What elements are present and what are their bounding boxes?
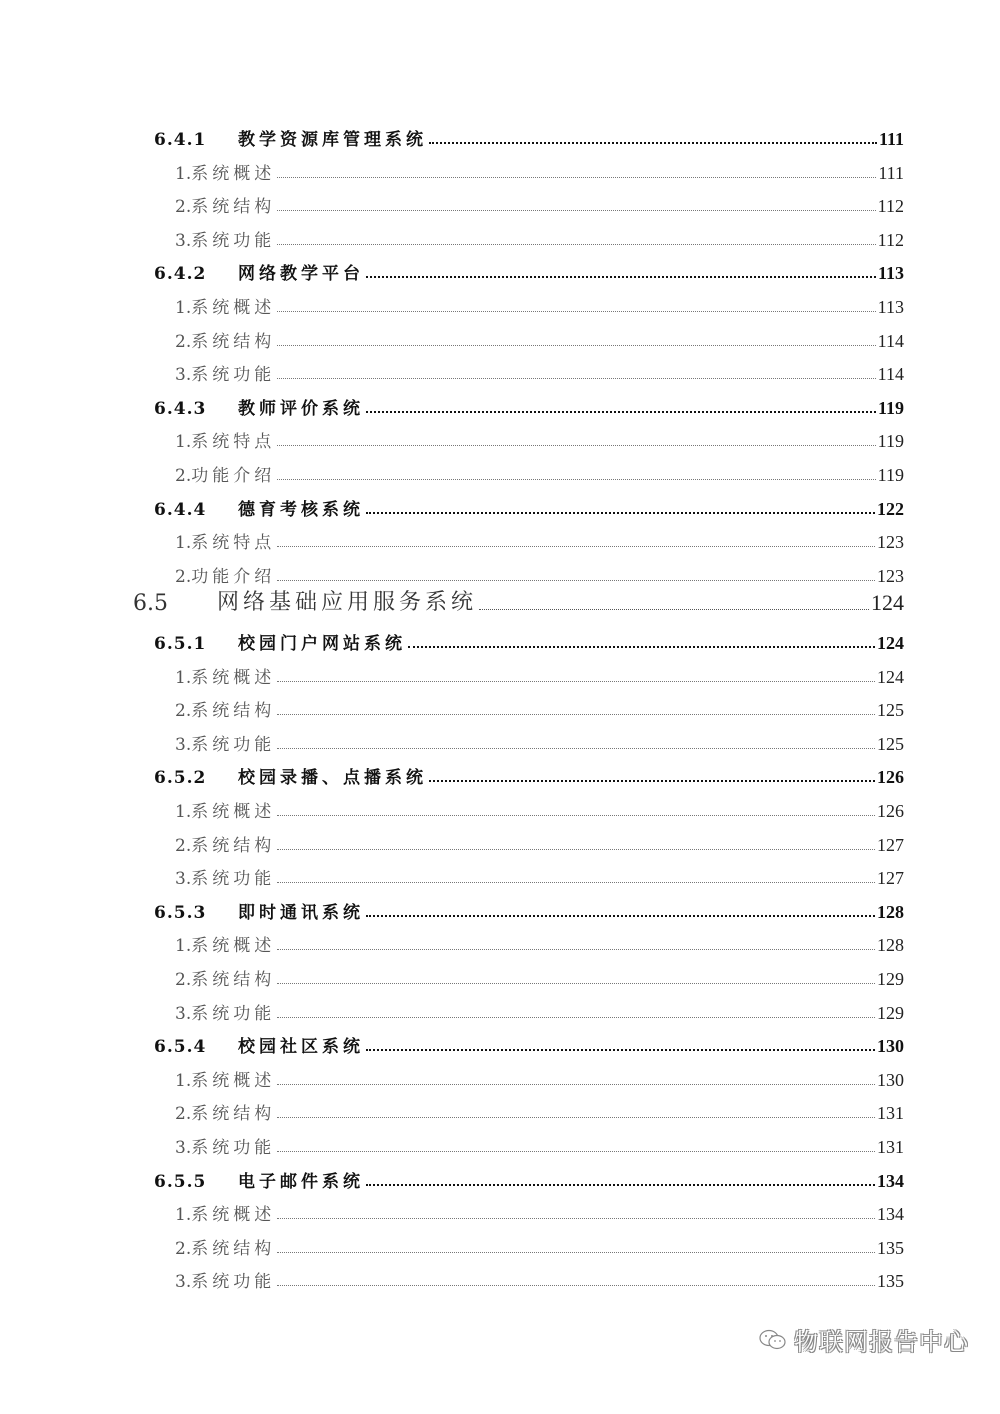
- toc-entry-title: 教学资源库管理系统: [238, 130, 427, 150]
- toc-entry-title: 系统概述: [191, 1205, 276, 1226]
- toc-entry-title: 系统结构: [191, 835, 276, 856]
- toc-entry[interactable]: [154, 490, 904, 520]
- toc-entry-page: 126: [877, 801, 904, 821]
- toc-entry-page: 127: [877, 868, 904, 889]
- toc-entry-number: 1.: [175, 802, 192, 822]
- toc-entry-title: 即时通讯系统: [238, 902, 364, 923]
- toc-entry-title: 系统概述: [191, 802, 276, 822]
- toc-entry-title: 功能介绍: [191, 566, 276, 587]
- toc-entry-number: 2.: [175, 701, 192, 722]
- toc-entry-number: 3.: [175, 365, 192, 386]
- toc-entry[interactable]: [154, 1027, 904, 1057]
- toc-entry-page: 130: [877, 1069, 904, 1090]
- toc-entry[interactable]: [175, 725, 904, 755]
- toc-entry[interactable]: [175, 691, 904, 721]
- toc-entry[interactable]: [175, 1061, 904, 1091]
- toc-entry[interactable]: [175, 355, 904, 385]
- toc-entry-title: 系统功能: [191, 1138, 276, 1158]
- dot-leader: [429, 141, 877, 144]
- toc-entry-title: 系统结构: [191, 970, 276, 990]
- toc-entry-title: 系统功能: [191, 1272, 276, 1293]
- toc-entry-title: 系统功能: [191, 1003, 276, 1024]
- dot-leader: [277, 881, 875, 883]
- toc-entry-number: 2.: [175, 331, 192, 352]
- toc-entry-page: 135: [877, 1237, 904, 1258]
- dot-leader: [408, 645, 875, 648]
- toc-entry-title: 系统结构: [191, 701, 276, 722]
- toc-entry-page: 119: [877, 431, 904, 452]
- toc-entry[interactable]: [175, 187, 904, 217]
- toc-entry-page: 129: [877, 969, 904, 989]
- toc-entry-number: 6.4.1: [154, 130, 207, 150]
- toc-entry-title: 网络教学平台: [238, 264, 364, 285]
- dot-leader: [277, 444, 875, 446]
- toc-entry-page: 124: [877, 666, 904, 687]
- toc-entry-number: 6.5.3: [154, 902, 207, 923]
- dot-leader: [277, 1251, 875, 1253]
- toc-entry-title: 系统概述: [191, 936, 276, 957]
- toc-entry-number: 1.: [175, 432, 192, 453]
- toc-entry-number: 1.: [175, 936, 192, 957]
- toc-entry[interactable]: [175, 288, 904, 318]
- toc-entry-number: 1.: [175, 163, 192, 184]
- toc-entry-number: 6.5.1: [154, 634, 207, 654]
- dot-leader: [277, 1016, 875, 1018]
- toc-entry-title: 功能介绍: [191, 466, 276, 486]
- toc-entry-page: 112: [877, 196, 904, 217]
- toc-entry[interactable]: [175, 926, 904, 956]
- dot-leader: [277, 814, 875, 816]
- toc-entry[interactable]: [175, 456, 904, 486]
- dot-leader: [277, 209, 875, 211]
- toc-entry-title: 校园录播、点播系统: [238, 768, 427, 789]
- toc-entry-title: 系统结构: [191, 197, 276, 218]
- toc-entry-page: 131: [877, 1137, 904, 1157]
- toc-entry-page: 134: [877, 1170, 904, 1191]
- toc-entry-title: 系统功能: [191, 365, 276, 386]
- dot-leader: [277, 579, 875, 581]
- toc-entry-number: 6.4.4: [154, 499, 207, 520]
- dot-leader: [366, 410, 876, 413]
- dot-leader: [479, 608, 869, 610]
- toc-entry[interactable]: [175, 859, 904, 889]
- toc-entry-number: 1.: [175, 1205, 192, 1226]
- toc-entry[interactable]: [154, 1162, 904, 1192]
- toc-entry-number: 6.4.3: [154, 398, 207, 419]
- dot-leader: [277, 848, 875, 850]
- toc-entry-title: 系统概述: [191, 667, 276, 688]
- toc-entry[interactable]: [154, 254, 904, 284]
- toc-entry-number: 6.5: [133, 591, 168, 617]
- toc-entry-number: 1.: [175, 533, 192, 554]
- watermark: [758, 1322, 969, 1357]
- dot-leader: [366, 1048, 875, 1051]
- dot-leader: [429, 779, 875, 782]
- toc-entry-number: 3.: [175, 734, 192, 755]
- toc-entry-title: 系统概述: [191, 298, 276, 318]
- toc-entry-number: 6.5.2: [154, 768, 207, 789]
- toc-entry[interactable]: [175, 422, 904, 452]
- toc-entry-title: 校园门户网站系统: [238, 634, 406, 654]
- toc-entry-page: 123: [877, 565, 904, 586]
- toc-entry-number: 2.: [175, 970, 192, 990]
- dot-leader: [277, 377, 875, 379]
- toc-entry-title: 系统特点: [191, 432, 276, 453]
- toc-entry-number: 2.: [175, 1238, 192, 1259]
- dot-leader: [277, 1150, 875, 1152]
- toc-entry[interactable]: [154, 389, 904, 419]
- toc-entry-number: 6.4.2: [154, 264, 207, 285]
- toc-entry[interactable]: [175, 523, 904, 553]
- toc-entry-title: 系统特点: [191, 533, 276, 554]
- dot-leader: [277, 243, 875, 245]
- toc-entry[interactable]: [175, 792, 904, 822]
- toc-entry-title: 系统结构: [191, 1238, 276, 1259]
- dot-leader: [277, 1217, 875, 1219]
- toc-entry-page: 122: [877, 498, 904, 519]
- toc-entry-number: 2.: [175, 566, 192, 587]
- toc-entry[interactable]: [154, 758, 904, 788]
- toc-entry[interactable]: [175, 221, 904, 251]
- toc-entry-title: 教师评价系统: [238, 398, 364, 419]
- toc-entry[interactable]: [175, 658, 904, 688]
- toc-entry[interactable]: [175, 994, 904, 1024]
- toc-entry-number: 1.: [175, 1070, 192, 1091]
- toc-entry-page: 119: [877, 397, 904, 418]
- toc-entry[interactable]: [154, 624, 904, 654]
- toc-entry[interactable]: [175, 1128, 904, 1158]
- toc-entry-title: 系统概述: [191, 163, 276, 184]
- toc-entry[interactable]: [175, 1195, 904, 1225]
- dot-leader: [277, 713, 875, 715]
- watermark-text: 物联网报告中心: [794, 1328, 969, 1356]
- toc-entry-number: 3.: [175, 1272, 192, 1293]
- toc-entry[interactable]: [175, 1094, 904, 1124]
- dot-leader: [277, 948, 875, 950]
- toc-entry-number: 2.: [175, 1104, 192, 1125]
- toc-entry-title: 校园社区系统: [238, 1037, 364, 1058]
- toc-entry-page: 129: [877, 1002, 904, 1023]
- toc-entry-page: 130: [877, 1036, 904, 1057]
- toc-entry-page: 114: [877, 330, 904, 351]
- toc-entry-page: 125: [877, 700, 904, 721]
- toc-entry-page: 113: [877, 263, 904, 284]
- toc-entry-number: 2.: [175, 466, 192, 486]
- toc-entry[interactable]: [154, 893, 904, 923]
- toc-entry-number: 1.: [175, 298, 192, 318]
- toc-entry-title: 网络基础应用服务系统: [217, 590, 478, 616]
- dot-leader: [277, 680, 875, 682]
- dot-leader: [366, 275, 876, 278]
- toc-entry-page: 123: [877, 532, 904, 553]
- dot-leader: [277, 747, 875, 749]
- toc-entry-page: 131: [877, 1103, 904, 1124]
- toc-entry-number: 1.: [175, 667, 192, 688]
- toc-entry-title: 德育考核系统: [238, 499, 364, 520]
- toc-entry-title: 系统功能: [191, 734, 276, 755]
- toc-entry-page: 124: [877, 633, 904, 653]
- toc-entry[interactable]: [154, 120, 904, 150]
- toc-entry-title: 系统结构: [191, 331, 276, 352]
- toc-entry-page: 124: [871, 590, 904, 616]
- dot-leader: [366, 914, 875, 917]
- toc-entry[interactable]: [175, 960, 904, 990]
- toc-entry-number: 3.: [175, 1138, 192, 1158]
- toc-entry-page: 119: [877, 465, 904, 485]
- dot-leader: [277, 982, 875, 984]
- toc-entry-page: 126: [877, 767, 904, 788]
- toc-entry-page: 111: [878, 162, 904, 183]
- toc-entry[interactable]: [175, 826, 904, 856]
- toc-entry[interactable]: [175, 1262, 904, 1292]
- wechat-icon: [758, 1328, 788, 1352]
- dot-leader: [277, 176, 876, 178]
- toc-entry[interactable]: [175, 557, 904, 587]
- toc-entry[interactable]: [175, 1229, 904, 1259]
- toc-entry-page: 111: [878, 129, 904, 149]
- toc-entry-page: 113: [877, 297, 904, 317]
- toc-entry-page: 125: [877, 733, 904, 754]
- dot-leader: [277, 478, 875, 480]
- toc-entry-title: 系统概述: [191, 1070, 276, 1091]
- dot-leader: [277, 310, 875, 312]
- toc-entry-page: 135: [877, 1271, 904, 1292]
- toc-entry[interactable]: [175, 154, 904, 184]
- toc-entry-page: 114: [877, 364, 904, 385]
- toc-entry-number: 6.5.4: [154, 1037, 207, 1058]
- toc-entry-number: 2.: [175, 197, 192, 218]
- toc-entry-number: 3.: [175, 869, 192, 890]
- toc-entry[interactable]: [175, 322, 904, 352]
- dot-leader: [277, 344, 875, 346]
- toc-entry-title: 电子邮件系统: [238, 1171, 364, 1192]
- dot-leader: [366, 511, 875, 514]
- toc-entry-page: 134: [877, 1204, 904, 1225]
- toc-entry-page: 128: [877, 901, 904, 922]
- toc-entry-page: 112: [877, 229, 904, 250]
- toc-entry-number: 6.5.5: [154, 1171, 207, 1192]
- dot-leader: [366, 1183, 875, 1186]
- toc-entry-title: 系统结构: [191, 1104, 276, 1125]
- dot-leader: [277, 1284, 875, 1286]
- dot-leader: [277, 1083, 875, 1085]
- toc-entry-page: 127: [877, 834, 904, 855]
- toc-entry-number: 3.: [175, 1003, 192, 1024]
- toc-entry-title: 系统功能: [191, 869, 276, 890]
- dot-leader: [277, 1116, 875, 1118]
- toc-entry-page: 128: [877, 935, 904, 956]
- toc-entry[interactable]: [133, 586, 904, 616]
- toc-entry-number: 3.: [175, 230, 192, 251]
- toc-entry-number: 2.: [175, 835, 192, 856]
- dot-leader: [277, 545, 875, 547]
- toc-entry-title: 系统功能: [191, 230, 276, 251]
